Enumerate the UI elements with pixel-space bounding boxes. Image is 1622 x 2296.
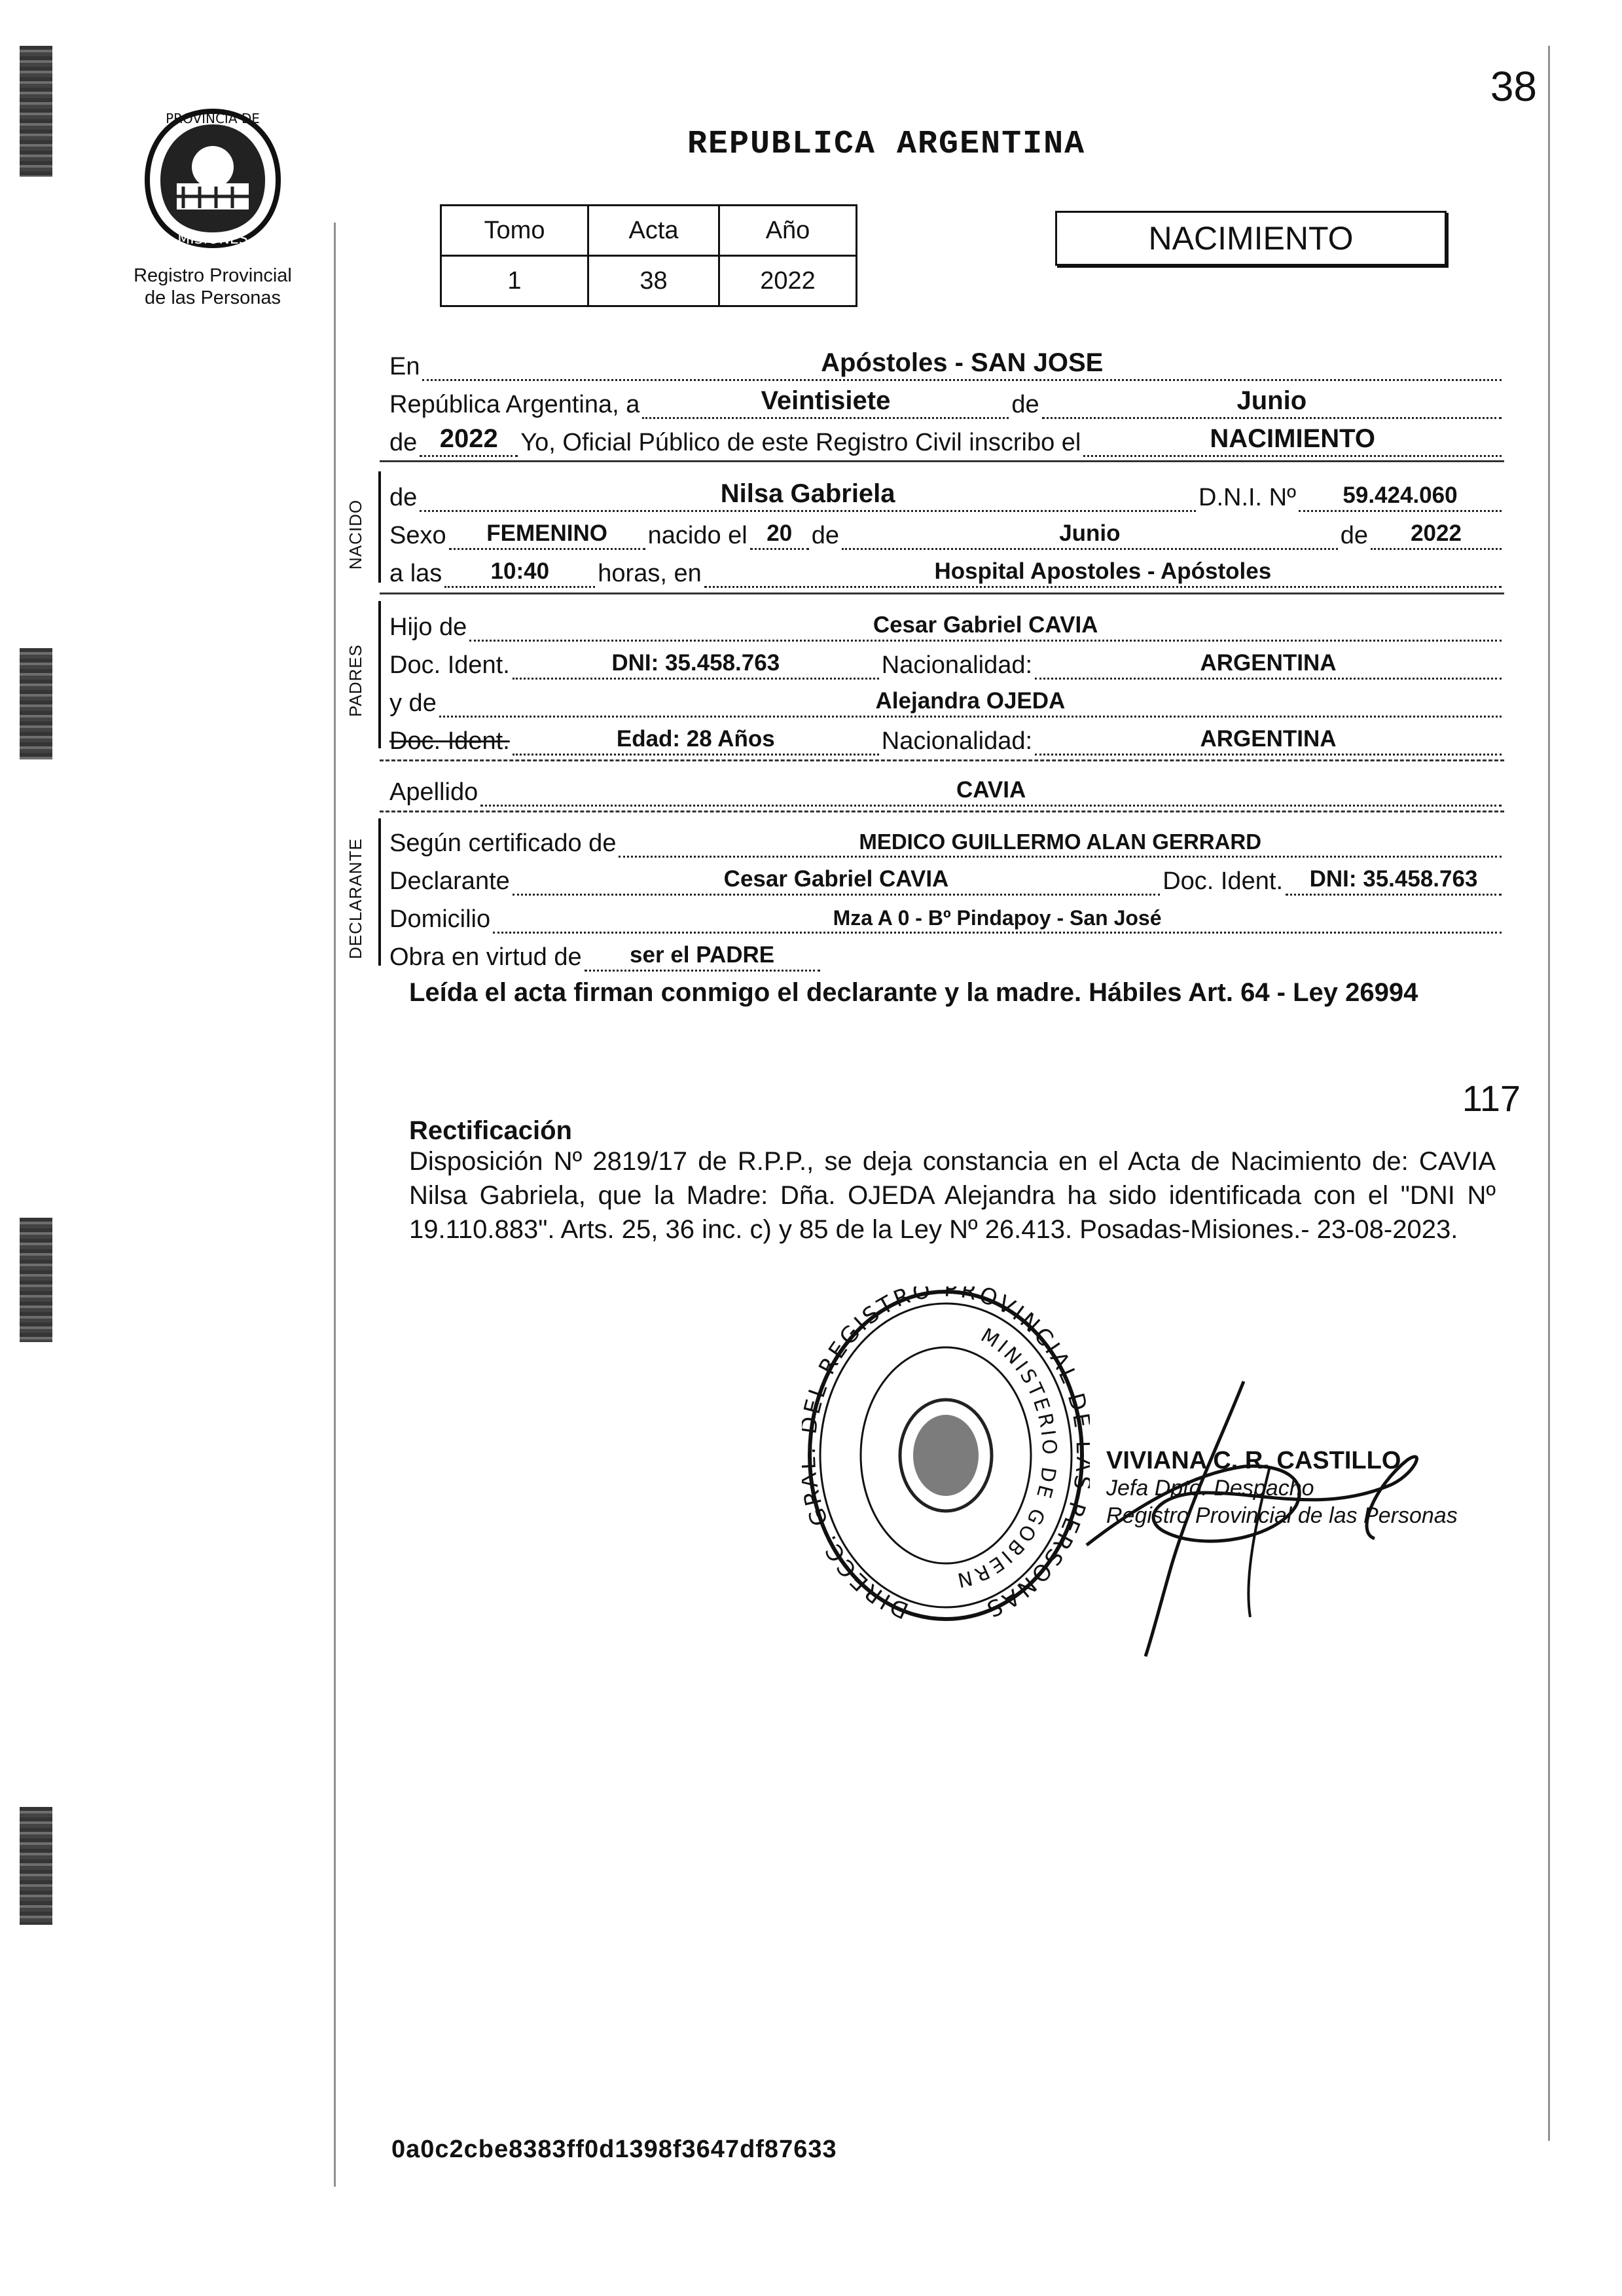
nacido-dni: 59.424.060 [1343, 483, 1458, 508]
provincia-de-misiones-crest-icon [137, 105, 288, 255]
table-header-acta: Acta [588, 206, 719, 256]
table-value-acta: 38 [588, 256, 719, 306]
margin-line [1548, 46, 1550, 2141]
hijo-de-label: Hijo de [389, 613, 467, 641]
section-label-nacido: NACIDO [346, 499, 365, 570]
declarante-nombre: Cesar Gabriel CAVIA [723, 866, 949, 892]
section-label-declarante: DECLARANTE [346, 838, 365, 959]
field-row-oficial [389, 423, 1504, 457]
field-row-hora [389, 554, 1504, 588]
rectificacion-body: Disposición Nº 2819/17 de R.P.P., se deja constancia en el Acta de Nacimiento de: CAVIA Nilsa Gabriela, que la Madre: Dña. OJEDA Alejandra ha sido identificada con el "DNI Nº 19.110.883". Arts. 25, 36 inc. c) y 85 de la Ley Nº 26.413. Posadas-Misiones.- 23-08-2023. [409, 1147, 1496, 1244]
divider [380, 759, 1504, 761]
field-row-madre-doc [389, 721, 1504, 756]
section-bar-declarante [378, 818, 381, 966]
certificado-value: MEDICO GUILLERMO ALAN GERRARD [859, 829, 1262, 854]
officer-stamp [1106, 1447, 1458, 1529]
document-title: REPUBLICA ARGENTINA [687, 126, 1086, 163]
republica-label: República Argentina, a [389, 391, 640, 418]
act-type-box: NACIMIENTO [1055, 211, 1447, 266]
padre-doc: DNI: 35.458.763 [611, 650, 780, 676]
madre-nacionalidad: ARGENTINA [1200, 726, 1337, 752]
field-row-apellido [389, 773, 1504, 807]
certificado-label: Según certificado de [389, 829, 617, 857]
madre-nacionalidad-label: Nacionalidad: [881, 727, 1033, 755]
padre-nombre: Cesar Gabriel CAVIA [873, 612, 1098, 638]
padre-nacionalidad-label: Nacionalidad: [881, 651, 1033, 679]
field-row-domicilio [389, 900, 1504, 934]
oficial-text: Yo, Oficial Público de este Registro Civil inscribo el [520, 429, 1081, 456]
seal-outer-text: DIRECC. G EL REGISTRO PROVINCIAL D PERSONAS [802, 1286, 1090, 1624]
registry-table [440, 204, 857, 307]
scan-mark [20, 46, 52, 177]
table-header-tomo: Tomo [441, 206, 588, 256]
declarante-doc: DNI: 35.458.763 [1309, 866, 1478, 892]
document-hash: 0a0c2cbe8383ff0d1398f3647df87633 [391, 2136, 837, 2163]
madre-nombre: Alejandra OJEDA [875, 688, 1066, 714]
de-label-2: de [389, 429, 418, 456]
logo-caption-line1: Registro Provincial [134, 265, 292, 286]
en-label: En [389, 353, 420, 380]
field-row-obra [389, 938, 1504, 972]
official-seal-icon [802, 1286, 1090, 1627]
padre-nacionalidad: ARGENTINA [1200, 650, 1337, 676]
obra-value: ser el PADRE [630, 942, 775, 968]
y-de-label: y de [389, 689, 437, 717]
nacido-nombre: Nilsa Gabriela [720, 479, 895, 508]
nacido-de-label-3: de [1340, 522, 1368, 549]
declarante-label: Declarante [389, 867, 510, 895]
stamp-office: Registro Provincial de las Personas [1106, 1503, 1458, 1528]
page-number: 38 [1490, 63, 1537, 110]
logo-seal-text-bottom: MISIONES [177, 231, 248, 247]
nacido-el-label: nacido el [647, 522, 748, 549]
field-row-en [389, 347, 1504, 381]
field-row-declarante [389, 862, 1504, 896]
nacido-dia: 20 [766, 520, 793, 546]
official-seal [802, 1286, 1090, 1630]
horas-en-label: horas, en [598, 560, 702, 587]
field-row-madre [389, 683, 1504, 718]
madre-doc: Edad: 28 Años [616, 726, 775, 752]
field-row-padre-doc [389, 646, 1504, 680]
sexo-label: Sexo [389, 522, 446, 549]
logo-caption [111, 264, 314, 309]
rectificacion-number: 117 [1462, 1078, 1521, 1119]
divider [380, 592, 1504, 594]
field-row-nombre [389, 478, 1504, 512]
logo-seal-text-top: PROVINCIA DE [166, 111, 260, 126]
anio-value: 2022 [439, 424, 498, 453]
obra-label: Obra en virtud de [389, 943, 582, 971]
table-header-anio: Año [719, 206, 857, 256]
a-las-label: a las [389, 560, 442, 587]
nacido-de-label-2: de [811, 522, 840, 549]
mes-value: Junio [1236, 386, 1307, 415]
nacido-hora: 10:40 [490, 558, 550, 584]
field-row-republica [389, 385, 1504, 419]
scan-mark [20, 1218, 52, 1342]
stamp-position: Jefa Dpto. Despacho [1106, 1476, 1314, 1501]
logo-caption-line2: de las Personas [145, 287, 281, 308]
declarante-doc-label: Doc. Ident. [1162, 867, 1283, 895]
nacido-lugar: Hospital Apostoles - Apóstoles [934, 558, 1272, 584]
stamp-name: VIVIANA C. R. CASTILLO [1106, 1447, 1401, 1474]
margin-line [334, 223, 336, 2187]
nacido-sexo: FEMENINO [486, 520, 607, 546]
en-value: Apóstoles - SAN JOSE [821, 348, 1104, 377]
seal-inner-text: MINISTERIO DE GOBIERN [952, 1324, 1061, 1592]
padre-doc-label: Doc. Ident. [389, 651, 510, 679]
madre-doc-label: Doc. Ident. [389, 727, 510, 755]
scan-mark [20, 648, 52, 759]
section-bar-nacido [378, 471, 381, 583]
divider [380, 460, 1504, 462]
apellido-label: Apellido [389, 778, 478, 806]
dia-value: Veintisiete [761, 386, 891, 415]
rectificacion-title: Rectificación [409, 1116, 572, 1145]
dni-label: D.N.I. Nº [1198, 484, 1296, 511]
nacido-anio: 2022 [1411, 520, 1462, 546]
de-label: de [1011, 391, 1039, 418]
divider [380, 811, 1504, 812]
domicilio-label: Domicilio [389, 905, 491, 933]
domicilio-value: Mza A 0 - Bº Pindapoy - San José [833, 906, 1162, 930]
scan-mark [20, 1807, 52, 1925]
registry-logo [111, 105, 314, 309]
table-value-anio: 2022 [719, 256, 857, 306]
field-row-sexo [389, 516, 1504, 550]
field-row-padre [389, 608, 1504, 642]
field-row-certificado [389, 824, 1504, 858]
closing-text: Leída el acta firman conmigo el declarante y la madre. Hábiles Art. 64 - Ley 26994 [409, 978, 1418, 1007]
section-bar-padres [378, 601, 381, 748]
inscribo-value: NACIMIENTO [1210, 424, 1375, 453]
section-label-padres: PADRES [346, 644, 365, 717]
table-value-tomo: 1 [441, 256, 588, 306]
nacido-mes: Junio [1059, 520, 1121, 546]
apellido-value: CAVIA [956, 777, 1026, 803]
nombre-de-label: de [389, 484, 418, 511]
